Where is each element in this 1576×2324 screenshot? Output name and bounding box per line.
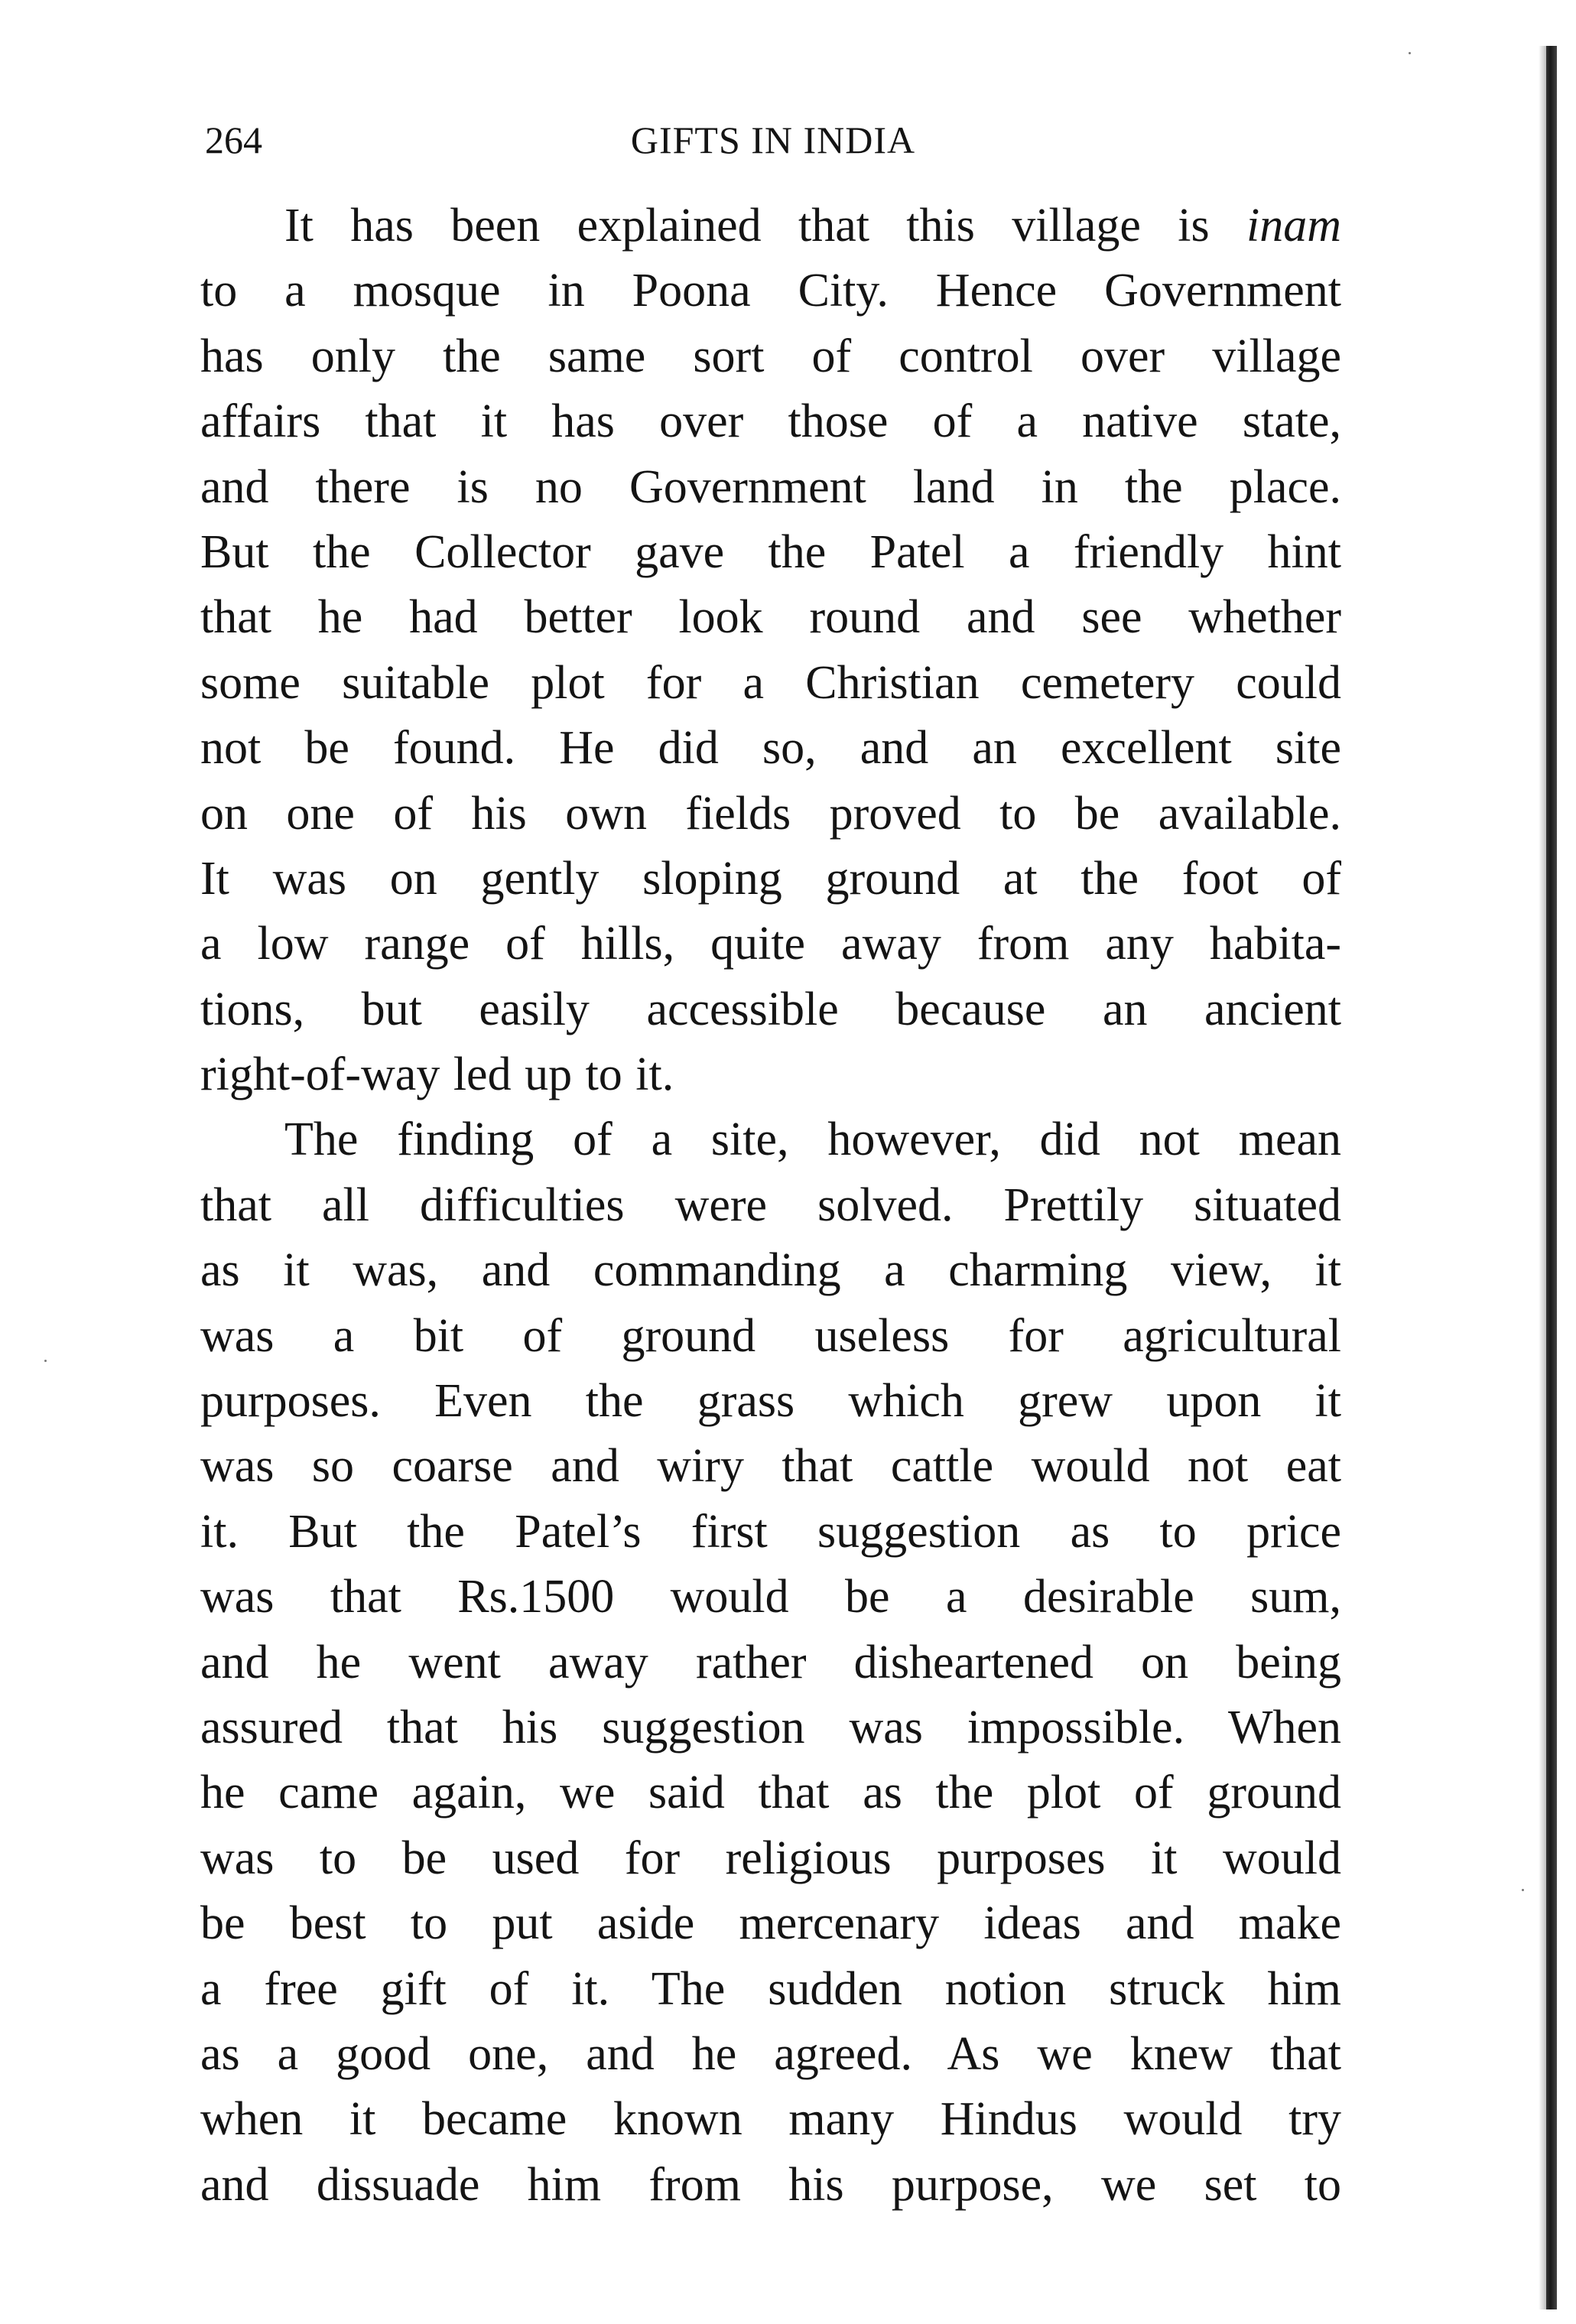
text-line-20: was so coarse and wiry that cattle would not eat	[200, 1440, 1341, 1493]
text-line-9: not be found. He did so, and an excellent site	[200, 722, 1341, 775]
text-line-11: It was on gently sloping ground at the foot of	[200, 852, 1341, 905]
text-line-1-italic: inam	[1246, 200, 1341, 252]
text-line-15: The finding of a site, however, did not mean	[284, 1113, 1341, 1166]
text-line-23: and he went away rather disheartened on being	[200, 1636, 1341, 1689]
text-line-10: on one of his own fields proved to be available.	[200, 787, 1341, 840]
running-head: GIFTS IN INDIA	[630, 119, 916, 161]
text-line-18: was a bit of ground useless for agricultural	[200, 1309, 1341, 1362]
text-line-16: that all difficulties were solved. Prettily situated	[200, 1178, 1341, 1231]
text-line-21: it. But the Patel’s first suggestion as to price	[200, 1505, 1341, 1558]
text-line-26: was to be used for religious purposes it would	[200, 1832, 1341, 1884]
text-line-19: purposes. Even the grass which grew upon it	[200, 1375, 1341, 1428]
text-line-25: he came again, we said that as the plot of ground	[200, 1767, 1341, 1819]
body-text	[200, 193, 1341, 2218]
text-line-13: tions, but easily accessible because an ancient	[200, 983, 1341, 1035]
text-line-2: to a mosque in Poona City. Hence Government	[200, 265, 1341, 317]
text-line-30: when it became known many Hindus would try	[200, 2093, 1341, 2146]
text-line-7: that he had better look round and see whether	[200, 591, 1341, 644]
paper-speck	[1522, 1889, 1524, 1891]
text-line-22: was that Rs.1500 would be a desirable sum,	[200, 1571, 1341, 1624]
binding-edge-shadow	[1539, 46, 1546, 2309]
text-line-12: a low range of hills, quite away from any habita-	[200, 918, 1341, 970]
paper-speck	[1409, 52, 1411, 54]
text-line-29: as a good one, and he agreed. As we knew that	[200, 2027, 1341, 2080]
text-line-3: has only the same sort of control over village	[200, 330, 1341, 382]
text-line-4: affairs that it has over those of a native state,	[200, 395, 1341, 448]
text-line-1-roman: It has been explained that this village is	[284, 200, 1246, 252]
page-number: 264	[205, 119, 262, 161]
text-line-6: But the Collector gave the Patel a friendly hint	[200, 525, 1341, 578]
text-line-24: assured that his suggestion was impossible. When	[200, 1701, 1341, 1754]
text-line-17: as it was, and commanding a charming view, it	[200, 1244, 1341, 1297]
page-header	[205, 113, 1341, 167]
text-line-31: and dissuade him from his purpose, we set to	[200, 2158, 1341, 2211]
paper-speck	[44, 1360, 47, 1362]
text-line-14: right-of-way led up to it.	[200, 1048, 674, 1101]
binding-edge	[1546, 46, 1557, 2309]
text-line-27: be best to put aside mercenary ideas and make	[200, 1897, 1341, 1950]
text-line-8: some suitable plot for a Christian cemetery could	[200, 656, 1341, 709]
text-line-1	[200, 193, 1341, 258]
text-line-5: and there is no Government land in the place.	[200, 460, 1341, 513]
text-line-28: a free gift of it. The sudden notion struck him	[200, 1962, 1341, 2015]
